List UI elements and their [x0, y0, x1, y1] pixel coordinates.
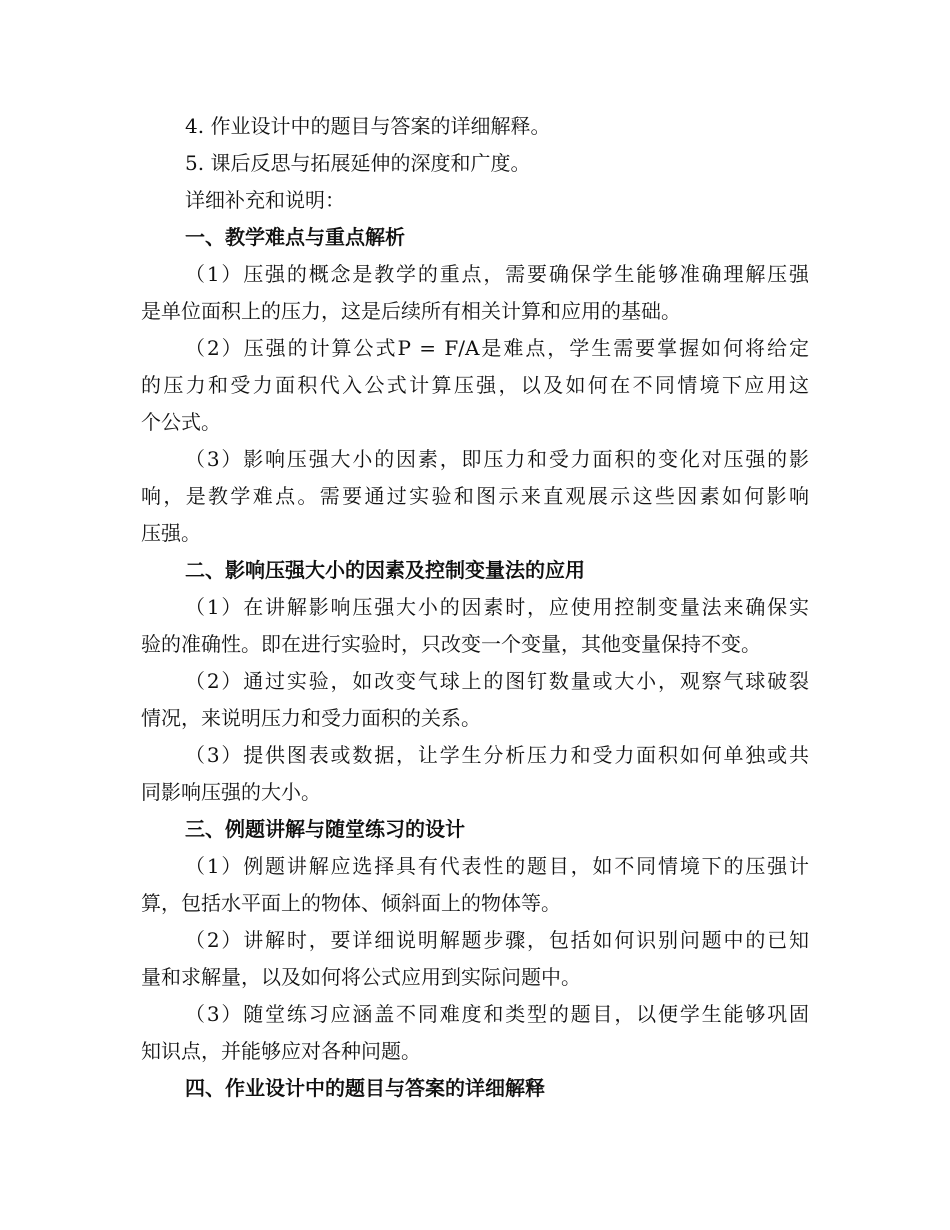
- paragraph: [141, 256, 809, 330]
- intro-label: 详细补充和说明：: [185, 188, 345, 212]
- paragraph-line: 同影响压强的大小。: [141, 780, 321, 804]
- paragraph: [141, 330, 809, 441]
- paragraph: [141, 589, 809, 663]
- section-heading-3: 三、例题讲解与随堂练习的设计: [185, 817, 465, 841]
- paragraph: [141, 996, 809, 1070]
- paragraph-line: （1）压强的概念是教学的重点，需要确保学生能够准确理解压强: [185, 262, 809, 286]
- intro-item-5: 5. 课后反思与拓展延伸的深度和广度。: [185, 151, 531, 175]
- paragraph-line: 情况，来说明压力和受力面积的关系。: [141, 706, 481, 730]
- paragraph-line: 个公式。: [141, 410, 221, 434]
- document-page: [141, 108, 809, 1107]
- intro-item-4: 4. 作业设计中的题目与答案的详细解释。: [185, 114, 551, 138]
- section-heading-1: 一、教学难点与重点解析: [185, 225, 405, 249]
- paragraph-line: （3）影响压强大小的因素，即压力和受力面积的变化对压强的影: [185, 447, 809, 471]
- paragraph-line: 知识点，并能够应对各种问题。: [141, 1039, 421, 1063]
- paragraph-line: 的压力和受力面积代入公式计算压强，以及如何在不同情境下应用这: [141, 373, 809, 397]
- section-heading-4: 四、作业设计中的题目与答案的详细解释: [185, 1076, 545, 1100]
- paragraph: [141, 848, 809, 922]
- paragraph: [141, 663, 809, 737]
- paragraph-line: （1）例题讲解应选择具有代表性的题目，如不同情境下的压强计: [185, 854, 809, 878]
- paragraph-line: （3）提供图表或数据，让学生分析压力和受力面积如何单独或共: [185, 743, 809, 767]
- paragraph-line: 量和求解量，以及如何将公式应用到实际问题中。: [141, 965, 581, 989]
- paragraph-line: （3）随堂练习应涵盖不同难度和类型的题目，以便学生能够巩固: [185, 1002, 809, 1026]
- paragraph: [141, 441, 809, 552]
- paragraph-line: （2）通过实验，如改变气球上的图钉数量或大小，观察气球破裂: [185, 669, 809, 693]
- section-heading-2: 二、影响压强大小的因素及控制变量法的应用: [185, 558, 585, 582]
- paragraph-line: 响，是教学难点。需要通过实验和图示来直观展示这些因素如何影响: [141, 484, 809, 508]
- paragraph-line: （1）在讲解影响压强大小的因素时，应使用控制变量法来确保实: [185, 595, 809, 619]
- paragraph-line: （2）压强的计算公式P = F/A是难点，学生需要掌握如何将给定: [185, 336, 809, 360]
- paragraph-line: （2）讲解时，要详细说明解题步骤，包括如何识别问题中的已知: [185, 928, 809, 952]
- paragraph-line: 是单位面积上的压力，这是后续所有相关计算和应用的基础。: [141, 299, 681, 323]
- paragraph-line: 压强。: [141, 521, 201, 545]
- paragraph-line: 验的准确性。即在进行实验时，只改变一个变量，其他变量保持不变。: [141, 632, 761, 656]
- paragraph-line: 算，包括水平面上的物体、倾斜面上的物体等。: [141, 891, 561, 915]
- paragraph: [141, 737, 809, 811]
- paragraph: [141, 922, 809, 996]
